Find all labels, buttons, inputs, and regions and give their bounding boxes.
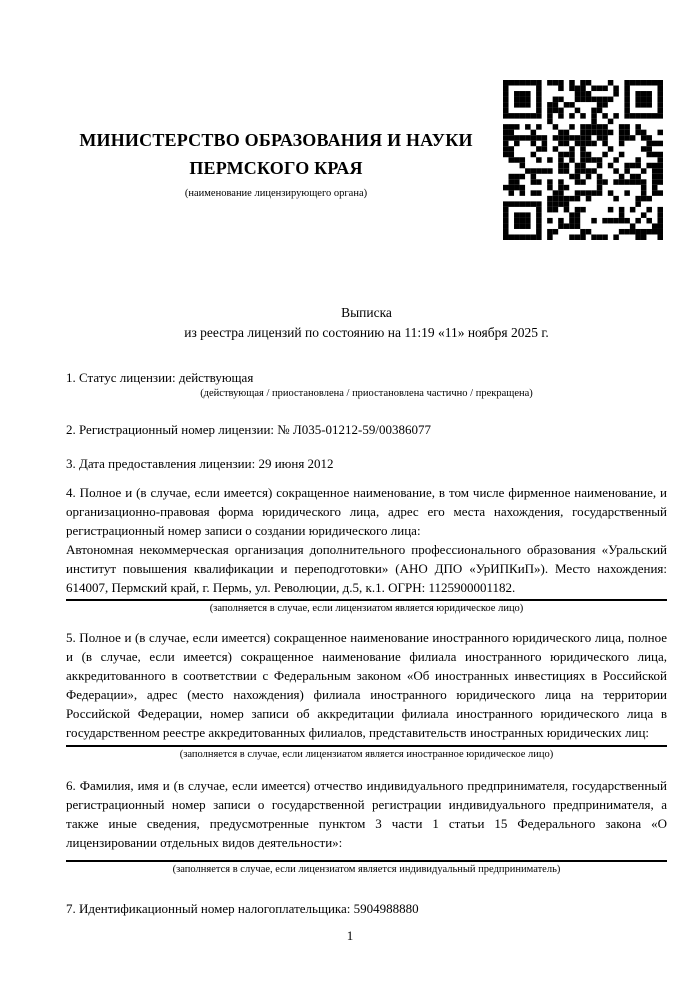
document-body — [66, 368, 667, 918]
document-title-line2: из реестра лицензий по состоянию на 11:19 «11» ноября 2025 г. — [184, 325, 549, 340]
ministry-header — [60, 126, 492, 201]
legal-entity-fill-line — [66, 599, 667, 601]
document-title-line1: Выписка — [341, 305, 392, 320]
legal-entity-item-value: Автономная некоммерческая организация дополнительного профессионального образования «Уральский институт повышения квалификации и переподготовки» (АНО ДПО «УрИПКиП»). Место нахождения: 614007, Пермский край, г. Пермь, ул. Революции, д.5, к.1. ОГРН: 1125900001182. — [66, 542, 667, 595]
entrepreneur-item-label: 6. Фамилия, имя и (в случае, если имеется) отчество индивидуального предпринимателя, государственный регистрационный номер записи о государственной регистрации индивидуального предпринимателя, а также иные сведения, предусмотренные пунктом 3 части 1 статьи 15 Федерального закона «О лицензировании отдельных видов деятельности»: — [66, 778, 667, 850]
registration-number-item: 2. Регистрационный номер лицензии: № Л035-01212-59/00386077 — [66, 422, 432, 437]
ministry-name-line1: МИНИСТЕРСТВО ОБРАЗОВАНИЯ И НАУКИ — [79, 130, 473, 150]
ministry-name-line2: ПЕРМСКОГО КРАЯ — [189, 158, 363, 178]
license-status-item: 1. Статус лицензии: действующая — [66, 370, 254, 385]
foreign-entity-item-label: 5. Полное и (в случае, если имеется) сокращенное наименование иностранного юридического лица, полное и (в случае, если имеется) сокращенное наименование филиала иностранного юридического лица, аккредитованного в соответствии с Федеральным законом «Об иностранных инвестициях в Российской Федерации», адрес (место нахождения) филиала иностранного юридического лица на территории Российской Федерации, номер записи об аккредитации филиала иностранного юридического лица в государственном реестре аккредитованных филиалов, представительств иностранных юридических лиц: — [66, 630, 667, 740]
inn-item: 7. Идентификационный номер налогоплательщика: 5904988880 — [66, 901, 419, 916]
license-date-item: 3. Дата предоставления лицензии: 29 июня 2012 — [66, 456, 334, 471]
ministry-caption: (наименование лицензирующего органа) — [184, 188, 368, 199]
entrepreneur-fill-line — [66, 860, 667, 862]
qr-code — [503, 80, 663, 240]
entrepreneur-caption: (заполняется в случае, если лицензиатом является индивидуальный предприниматель) — [172, 864, 561, 875]
page-number: 1 — [346, 928, 354, 943]
legal-entity-item-label: 4. Полное и (в случае, если имеется) сокращенное наименование, в том числе фирменное наименование, и организационно-правовая форма юридического лица, адрес его места нахождения, государственный регистрационный номер записи о создании юридического лица: — [66, 485, 667, 538]
foreign-entity-caption: (заполняется в случае, если лицензиатом является иностранное юридическое лицо) — [179, 749, 554, 760]
license-status-caption: (действующая / приостановлена / приостановлена частично / прекращена) — [200, 388, 533, 399]
document-title — [66, 303, 667, 343]
legal-entity-caption: (заполняется в случае, если лицензиатом является юридическое лицо) — [209, 603, 524, 614]
foreign-entity-fill-line — [66, 745, 667, 747]
